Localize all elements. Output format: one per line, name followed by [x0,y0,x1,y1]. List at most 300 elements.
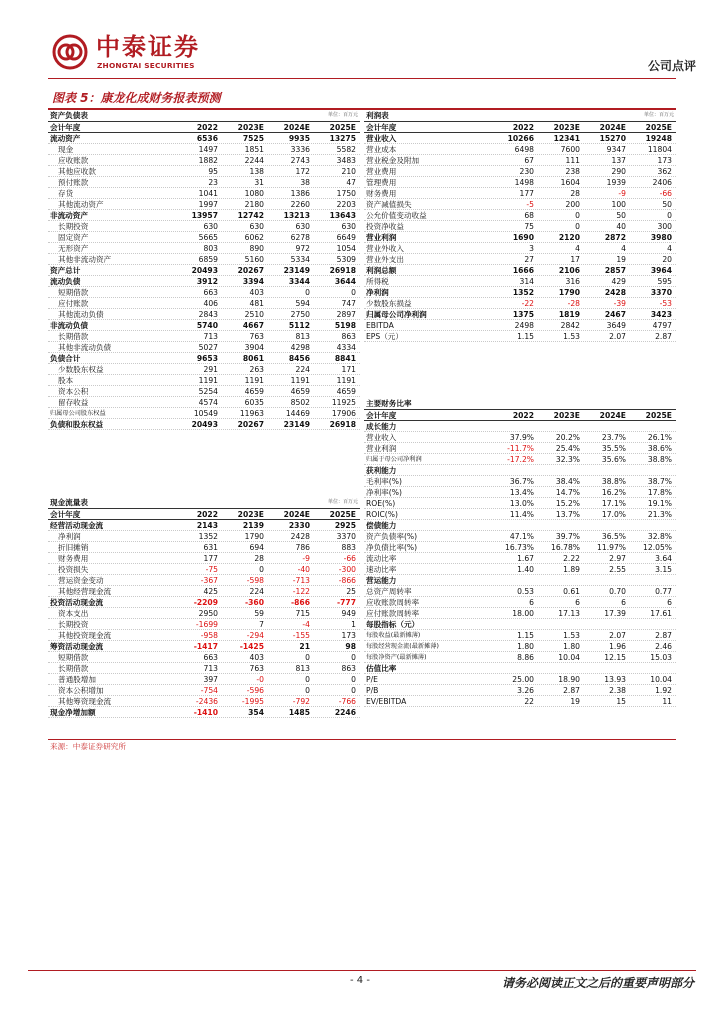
row-label: 财务费用 [366,189,397,198]
row-label: 归属母公司股东权益 [50,410,106,417]
table-row [364,276,676,287]
row-label: 投资损失 [58,565,89,574]
column-header: 会计年度 [50,510,81,519]
page-header [0,0,724,90]
table-title-row [364,110,676,122]
row-value: 21.3% [647,510,672,519]
row-value: 0.61 [563,587,580,596]
row-label: 每股收益(最新摊薄) [366,632,421,639]
column-header: 2025E [645,411,672,420]
row-value: -754 [200,686,218,695]
row-value: 173 [657,156,672,165]
column-header: 2024E [599,123,626,132]
row-value: 0 [667,211,672,220]
table-row [48,608,360,619]
row-value: 177 [203,554,218,563]
table-row [364,265,676,276]
row-value: 3344 [288,277,310,286]
row-value: -596 [246,686,264,695]
row-value: 11925 [331,398,356,407]
row-value: 8841 [334,354,356,363]
table-row [364,586,676,597]
row-value: 19.1% [647,499,672,508]
row-value: 171 [341,365,356,374]
row-value: 2428 [604,288,626,297]
row-value: 3336 [290,145,310,154]
row-value: 6 [575,598,580,607]
table-row [364,696,676,707]
row-value: 28 [254,554,264,563]
row-value: 4 [621,244,626,253]
row-value: 1498 [514,178,534,187]
row-value: 630 [341,222,356,231]
row-value: 36.5% [601,532,626,541]
table-row [364,210,676,221]
row-value: 2467 [604,310,626,319]
row-value: 7 [259,620,264,629]
row-value: 38.8% [601,477,626,486]
row-value: 2428 [290,532,310,541]
row-value: 6498 [514,145,534,154]
row-value: -1699 [195,620,218,629]
row-label: 股本 [58,376,74,385]
column-header: 2023E [553,123,580,132]
row-value: -11.7% [507,444,534,453]
row-value: 16.78% [551,543,580,552]
row-value: 13.0% [509,499,534,508]
row-value: 4574 [198,398,218,407]
row-value: 11963 [239,409,264,418]
row-label: 营运能力 [366,576,397,585]
row-label: 资本支出 [58,609,89,618]
row-value: 38.4% [555,477,580,486]
row-value: 17 [570,255,580,264]
row-value: 2498 [514,321,534,330]
row-label: 净利率(%) [366,488,402,497]
source-divider [48,739,676,740]
row-value: 8502 [290,398,310,407]
table-row [364,144,676,155]
row-value: 1352 [512,288,534,297]
row-value: -958 [200,631,218,640]
table-row [48,232,360,243]
row-value: 5334 [290,255,310,264]
row-value: 224 [295,365,310,374]
row-value: 15 [616,697,626,706]
table-unit: 单位：百万元 [327,112,358,118]
row-value: 23149 [283,266,310,275]
row-value: -713 [292,576,310,585]
row-label: 其他流动资产 [58,200,104,209]
row-value: 38.6% [647,444,672,453]
row-value: 20493 [191,420,218,429]
table-header-row [48,509,360,520]
table-row [48,144,360,155]
table-row [364,454,676,465]
row-value: 12341 [553,134,580,143]
row-value: 263 [249,365,264,374]
row-value: 25.00 [512,675,534,684]
row-value: 95 [208,167,218,176]
row-value: 20267 [237,266,264,275]
row-label: 少数股东权益 [58,365,104,374]
row-value: 1.92 [655,686,672,695]
table-row [364,674,676,685]
row-label: 短期借款 [58,288,89,297]
logo-text-cn: 中泰证券 [96,33,200,61]
row-value: 1041 [198,189,218,198]
row-value: 13643 [329,211,356,220]
row-value: 35.6% [601,455,626,464]
row-value: 1790 [558,288,580,297]
table-row [364,331,676,342]
row-label: 流动负债 [50,277,81,286]
row-value: 39.7% [555,532,580,541]
table-row [364,641,676,652]
row-value: 11.97% [597,543,626,552]
column-header: 2022 [512,123,534,132]
row-value: 21 [299,642,310,651]
row-value: -866 [290,598,310,607]
row-value: 0 [305,675,310,684]
row-value: 5198 [334,321,356,330]
table-row [364,199,676,210]
table-row [48,265,360,276]
row-value: 25 [346,587,356,596]
row-value: 1485 [288,708,310,717]
row-value: 1882 [198,156,218,165]
row-value: 25.4% [555,444,580,453]
row-value: 4667 [242,321,264,330]
column-header: 2022 [512,411,534,420]
row-value: 20493 [191,266,218,275]
table-row [48,397,360,408]
table-row [48,133,360,144]
row-value: 5665 [198,233,218,242]
row-value: 9935 [288,134,310,143]
row-value: 1080 [244,189,264,198]
row-value: 300 [657,222,672,231]
table-unit: 单位：百万元 [327,499,358,505]
row-value: -777 [336,598,356,607]
row-label: 财务费用 [58,554,89,563]
table-row [48,298,360,309]
table-row [364,298,676,309]
income-statement-table [364,110,676,342]
row-value: 0.70 [609,587,626,596]
row-value: 28 [570,189,580,198]
row-value: 0 [305,686,310,695]
row-value: 5112 [288,321,310,330]
row-label: 净利润 [58,532,81,541]
table-row [48,199,360,210]
row-value: 14.7% [555,488,580,497]
row-label: 负债合计 [50,354,81,363]
row-value: 2139 [242,521,264,530]
row-value: 803 [203,244,218,253]
row-value: 67 [524,156,534,165]
table-row [48,221,360,232]
row-value: 1 [351,620,356,629]
row-value: 2743 [290,156,310,165]
row-value: 747 [341,299,356,308]
row-value: 595 [657,277,672,286]
disclaimer-text: 请务必阅读正文之后的重要声明部分 [501,976,694,990]
row-value: 713 [203,664,218,673]
row-value: 38.8% [647,455,672,464]
row-label: 利润总额 [366,266,397,275]
row-value: 694 [249,543,264,552]
row-value: 1497 [198,145,218,154]
table-row [48,320,360,331]
balance-sheet-table [48,110,360,430]
row-value: 13.93 [604,675,626,684]
row-value: 11.4% [509,510,534,519]
row-value: 31 [254,178,264,187]
row-value: 290 [611,167,626,176]
table-row [48,254,360,265]
row-label: 营业外收入 [366,244,404,253]
row-value: 0 [351,288,356,297]
table-row [364,221,676,232]
doc-type-label: 公司点评 [647,59,696,73]
row-value: 663 [203,288,218,297]
table-row [364,432,676,443]
row-label: 管理费用 [366,178,397,187]
row-label: 负债和股东权益 [50,420,104,429]
column-header: 2024E [283,510,310,519]
row-value: 3.64 [655,554,672,563]
row-value: 17.1% [601,499,626,508]
row-value: 12.05% [643,543,672,552]
row-value: 863 [341,332,356,341]
row-value: -17.2% [507,455,534,464]
table-row [364,663,676,674]
row-value: 16.73% [505,543,534,552]
row-value: -360 [244,598,264,607]
row-value: 0 [305,288,310,297]
row-label: 其他筹资现金流 [58,697,112,706]
row-value: 2.46 [655,642,672,651]
row-value: 3370 [336,532,356,541]
row-value: 0 [351,675,356,684]
row-label: 现金 [58,145,74,154]
header-divider [48,78,676,79]
row-value: 713 [203,332,218,341]
table-row [48,276,360,287]
column-header: 2022 [196,123,218,132]
table-row [48,630,360,641]
column-header: 会计年度 [50,123,81,132]
row-value: 403 [249,288,264,297]
row-value: 173 [341,631,356,640]
row-value: 200 [565,200,580,209]
row-label: 非流动资产 [50,211,88,220]
row-value: 10.04 [650,675,672,684]
table-row [48,188,360,199]
row-value: 863 [341,664,356,673]
row-value: 59 [254,609,264,618]
table-row [48,520,360,531]
table-row [364,553,676,564]
row-value: 2950 [198,609,218,618]
table-row [364,133,676,144]
row-value: 813 [295,664,310,673]
table-header-row [364,122,676,133]
row-label: 净负债比率(%) [366,543,418,552]
row-label: 应收账款周转率 [366,598,420,607]
row-value: 715 [295,609,310,618]
row-value: 2120 [558,233,580,242]
row-value: 6 [529,598,534,607]
row-value: 238 [565,167,580,176]
row-value: 10549 [193,409,218,418]
row-value: 2872 [604,233,626,242]
row-label: 归属于母公司净利润 [366,456,422,463]
row-label: 资本公积增加 [58,686,104,695]
table-row [48,564,360,575]
table-title: 资产负债表 [50,111,88,120]
row-value: 8.86 [517,653,534,662]
row-value: 12.15 [604,653,626,662]
row-value: 1.80 [517,642,534,651]
column-header: 2023E [553,411,580,420]
row-label: 筹资活动现金流 [50,642,104,651]
row-label: P/B [366,686,379,695]
row-value: 1.40 [517,565,534,574]
column-header: 2025E [645,123,672,132]
row-value: 1.15 [517,332,534,341]
row-value: 19 [570,697,580,706]
table-row [48,696,360,707]
row-value: 230 [519,167,534,176]
row-value: 354 [248,708,264,717]
row-value: -4 [302,620,310,629]
row-label: 营业费用 [366,167,397,176]
table-row [48,542,360,553]
table-row [364,421,676,432]
table-row [48,166,360,177]
row-value: 403 [249,653,264,662]
row-value: 630 [203,222,218,231]
row-value: 0 [351,686,356,695]
row-label: 流动比率 [366,554,397,563]
row-value: 17.13 [558,609,580,618]
row-value: 3 [529,244,534,253]
row-label: 成长能力 [366,422,397,431]
row-value: 9347 [606,145,626,154]
row-value: 26.1% [647,433,672,442]
row-value: 630 [295,222,310,231]
row-value: 1386 [290,189,310,198]
row-value: -0 [256,675,264,684]
table-row [364,254,676,265]
row-value: -294 [246,631,264,640]
row-value: 1.53 [563,332,580,341]
row-value: 3483 [336,156,356,165]
row-value: 26918 [329,420,356,429]
row-label: 其他流动负债 [58,310,104,319]
row-value: 6278 [290,233,310,242]
row-value: 2925 [334,521,356,530]
row-value: -1425 [239,642,264,651]
row-label: ROIC(%) [366,510,398,519]
row-label: ROE(%) [366,499,396,508]
row-value: 172 [295,167,310,176]
row-value: 630 [249,222,264,231]
row-value: 3644 [334,277,356,286]
row-value: 813 [295,332,310,341]
row-label: 长期借款 [58,664,89,673]
row-value: 1.15 [517,631,534,640]
row-label: 长期投资 [58,222,89,231]
row-value: -2209 [193,598,218,607]
row-value: 763 [249,332,264,341]
row-value: 1.96 [609,642,626,651]
row-value: 2.38 [609,686,626,695]
row-value: 1.67 [517,554,534,563]
row-value: 3.15 [655,565,672,574]
row-value: 0 [305,653,310,662]
table-row [364,177,676,188]
row-value: 1690 [512,233,534,242]
row-label: 资产负债率(%) [366,532,418,541]
row-value: 68 [524,211,534,220]
row-value: 314 [519,277,534,286]
row-value: 13275 [329,134,356,143]
row-value: 11 [662,697,672,706]
row-value: 11804 [647,145,672,154]
row-value: 37.9% [509,433,534,442]
row-value: 22 [524,697,534,706]
table-row [364,465,676,476]
row-label: 营业收入 [366,433,397,442]
table-header-row [48,122,360,133]
table-header-row [364,410,676,421]
row-value: 2330 [288,521,310,530]
row-value: 362 [657,167,672,176]
row-value: 13.4% [509,488,534,497]
table-row [48,553,360,564]
row-value: -5 [526,200,534,209]
row-label: 公允价值变动收益 [366,211,427,220]
row-value: 3904 [244,343,264,352]
row-value: 13.7% [555,510,580,519]
row-value: 0.77 [655,587,672,596]
table-row [364,564,676,575]
table-row [48,155,360,166]
row-value: -766 [338,697,356,706]
page-number: - 4 - [350,975,370,986]
table-unit: 单位：百万元 [643,112,674,118]
row-value: 5254 [198,387,218,396]
row-value: 2857 [604,266,626,275]
row-label: 其他非流动资产 [58,255,112,264]
row-value: 20.2% [555,433,580,442]
table-row [364,685,676,696]
row-value: 8061 [242,354,264,363]
row-value: 6859 [198,255,218,264]
row-value: 32.8% [647,532,672,541]
row-value: 7525 [242,134,264,143]
row-label: 资产减值损失 [366,200,412,209]
row-value: 38.7% [647,477,672,486]
row-label: 营运资金变动 [58,576,104,585]
table-row [364,320,676,331]
row-value: 1054 [336,244,356,253]
row-value: 5160 [244,255,264,264]
table-row [48,353,360,364]
